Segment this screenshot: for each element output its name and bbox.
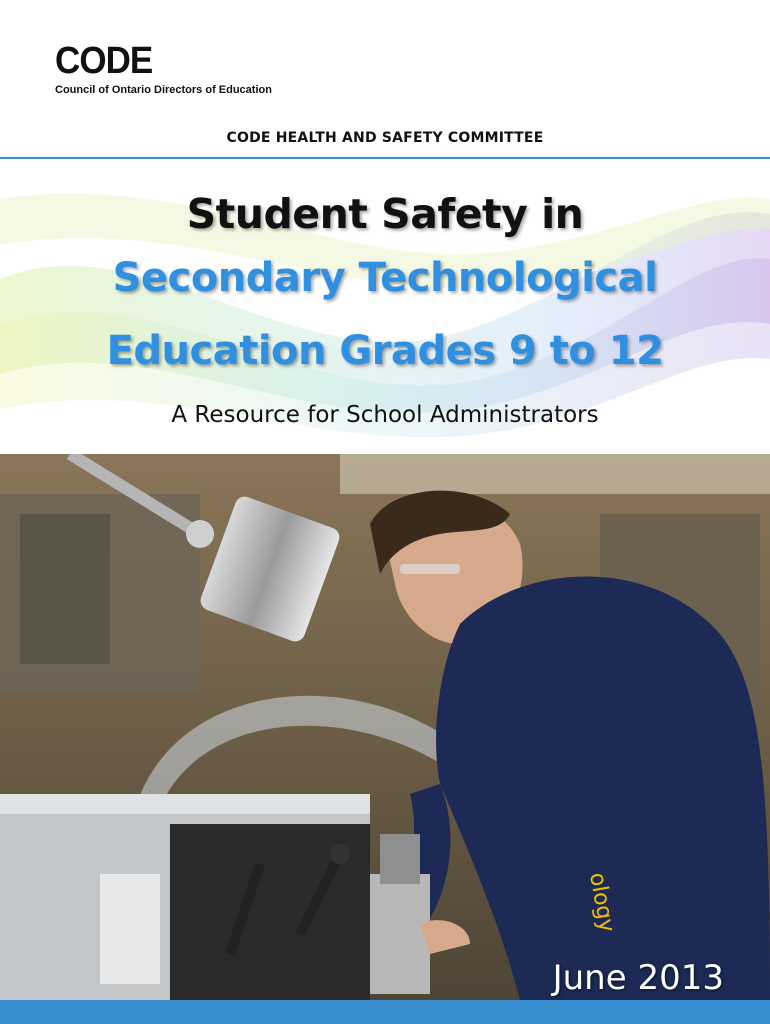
student-at-lathe-photo [0,454,770,1000]
footer-bar [0,1000,770,1024]
publication-date: June 2013 [552,958,724,998]
sleeve-text: ology [584,870,620,935]
subtitle: A Resource for School Administrators [171,402,599,428]
logo-mark: CODE [55,40,153,82]
photo-illustration [0,454,770,1000]
title-line-3: Education Grades 9 to 12 [106,328,664,374]
title-line-1: Student Safety in [186,190,584,238]
code-logo [55,42,272,96]
committee-heading: CODE HEALTH AND SAFETY COMMITTEE [226,130,544,146]
title-line-2: Secondary Technological [112,255,658,301]
logo-full-name: Council of Ontario Directors of Education [55,84,272,96]
